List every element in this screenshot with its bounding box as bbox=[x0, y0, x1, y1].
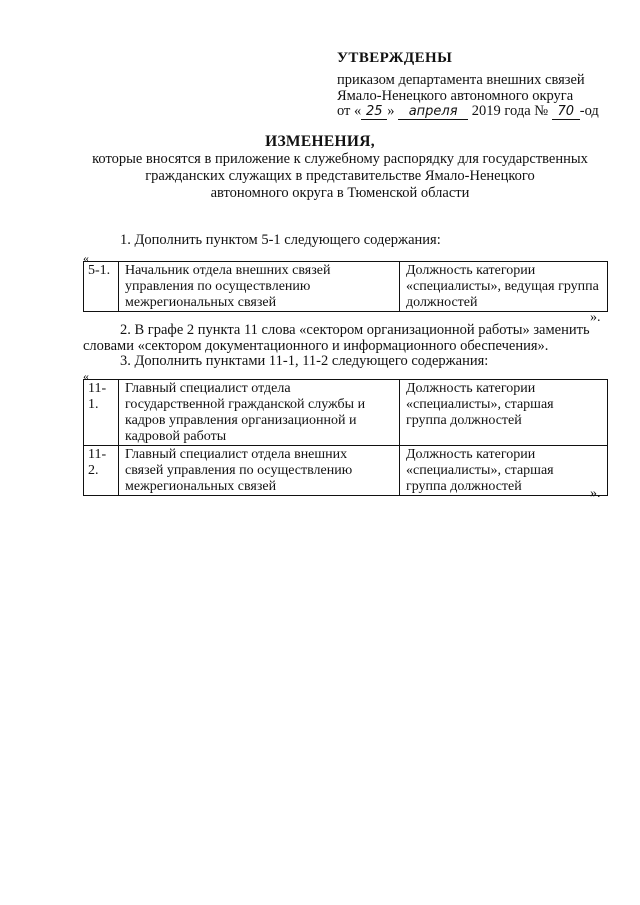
category-line: Должность категории bbox=[406, 381, 536, 396]
subtitle-line-2: гражданских служащих в представительстве Ямало-Ненецкого bbox=[145, 168, 535, 184]
row-category bbox=[400, 380, 608, 446]
row-category bbox=[400, 262, 608, 312]
date-prefix: от « bbox=[337, 103, 362, 119]
approval-date-line bbox=[337, 103, 599, 120]
table-row bbox=[84, 446, 608, 496]
category-line: Должность категории bbox=[406, 447, 536, 462]
item3-open-quote: « bbox=[83, 369, 89, 383]
position-line: Главный специалист отдела bbox=[125, 381, 291, 396]
item1-close-quote: ». bbox=[590, 310, 601, 325]
row-position bbox=[119, 262, 400, 312]
handwritten-day: 25 bbox=[361, 104, 387, 120]
category-line: группа должностей bbox=[406, 479, 522, 494]
row-category bbox=[400, 446, 608, 496]
position-line: межрегиональных связей bbox=[125, 479, 277, 494]
approval-title: УТВЕРЖДЕНЫ bbox=[337, 50, 453, 66]
date-mid: » bbox=[387, 103, 395, 119]
subtitle-line-3: автономного округа в Тюменской области bbox=[210, 185, 470, 201]
category-line: Должность категории bbox=[406, 263, 536, 278]
position-line: управления по осуществлению bbox=[125, 279, 311, 294]
item1-table bbox=[83, 261, 608, 312]
item3-table bbox=[83, 379, 608, 496]
subtitle-line-1: которые вносятся в приложение к служебному распорядку для государственных bbox=[92, 151, 588, 167]
approval-line-2: Ямало-Ненецкого автономного округа bbox=[337, 88, 574, 104]
item3-close-quote: ». bbox=[590, 486, 601, 501]
year-text: 2019 года № bbox=[471, 103, 549, 119]
row-number: 5-1. bbox=[84, 262, 119, 312]
position-line: связей управления по осуществлению bbox=[125, 463, 353, 478]
table-row bbox=[84, 262, 608, 312]
row-number: 11-1. bbox=[84, 380, 119, 446]
item2-line-1: 2. В графе 2 пункта 11 слова «сектором организационной работы» заменить bbox=[120, 322, 590, 338]
category-line: «специалисты», старшая bbox=[406, 463, 554, 478]
category-line: должностей bbox=[406, 295, 478, 310]
handwritten-number: 70 bbox=[552, 104, 580, 120]
item2-line-2: словами «сектором документационного и информационного обеспечения». bbox=[83, 338, 549, 354]
document-title: ИЗМЕНЕНИЯ, bbox=[265, 133, 375, 150]
position-line: Главный специалист отдела внешних bbox=[125, 447, 348, 462]
category-line: группа должностей bbox=[406, 413, 522, 428]
item3-text: 3. Дополнить пунктами 11-1, 11-2 следующего содержания: bbox=[120, 353, 489, 369]
table-row bbox=[84, 380, 608, 446]
position-line: кадров управления организационной и bbox=[125, 413, 357, 428]
item1-open-quote: « bbox=[83, 251, 89, 265]
category-line: «специалисты», ведущая группа bbox=[406, 279, 599, 294]
item1-text: 1. Дополнить пунктом 5-1 следующего содержания: bbox=[120, 232, 441, 248]
row-position bbox=[119, 380, 400, 446]
row-position bbox=[119, 446, 400, 496]
position-line: межрегиональных связей bbox=[125, 295, 277, 310]
position-line: Начальник отдела внешних связей bbox=[125, 263, 331, 278]
position-line: кадровой работы bbox=[125, 429, 227, 444]
category-line: «специалисты», старшая bbox=[406, 397, 554, 412]
handwritten-month: апреля bbox=[398, 104, 468, 120]
number-suffix: -од bbox=[579, 103, 599, 119]
approval-line-1: приказом департамента внешних связей bbox=[337, 72, 585, 88]
position-line: государственной гражданской службы и bbox=[125, 397, 366, 412]
row-number: 11-2. bbox=[84, 446, 119, 496]
